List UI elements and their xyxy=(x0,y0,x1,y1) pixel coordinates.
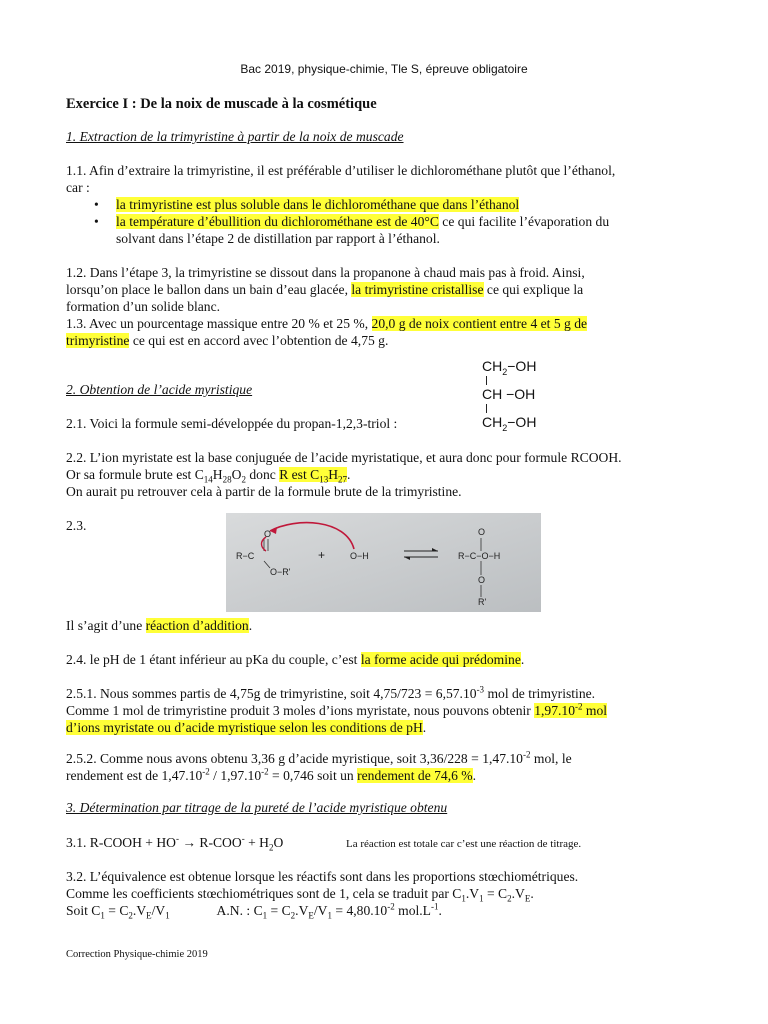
highlight: R est $C_{13}H_{27}$ xyxy=(279,467,348,485)
mech-text: R' xyxy=(478,597,487,607)
bullet-item-1 xyxy=(116,196,519,213)
page-footer: Correction Physique-chimie 2019 xyxy=(66,949,208,960)
bond-line xyxy=(486,404,487,413)
highlight: d’ions myristate ou d’acide myristique selon les conditions de pH xyxy=(66,720,423,735)
text-line: 2.2. L’ion myristate est la base conjuguée de l’acide myristatique, et aura donc pour formule RCOOH. xyxy=(66,450,622,465)
paragraph-2-4: 2.4. le pH de 1 étant inférieur au pKa du couple, c’est la forme acide qui prédomine. xyxy=(66,652,525,667)
highlight: la forme acide qui prédomine xyxy=(360,652,521,667)
mech-text: O xyxy=(264,529,272,539)
highlight: rendement de 74,6 % xyxy=(357,768,473,783)
mechanism-photo xyxy=(226,513,541,612)
bullet-item-2 xyxy=(116,213,609,247)
highlight: la température d’ébullition du dichlorométhane est de 40°C xyxy=(116,214,439,229)
paragraph-2-5-2: 2.5.2. Comme nous avons obtenu 3,36 g d’acide myristique, soit $3,36/228 = 1,47.10^{-2}$ mol, le rendement est de $1,47.10^{-2} / 1,97.10^{-2} = 0,746$ soit un rendement de 74,6 %. xyxy=(66,749,572,783)
formula-row-1: $CH_2-OH$ xyxy=(482,358,537,377)
highlight: 20,0 g de noix contient entre 4 et 5 g de xyxy=(371,316,588,331)
paragraph-1-3 xyxy=(66,315,587,349)
section-3-heading: 3. Détermination par titrage de la pureté de l’acide myristique obtenu xyxy=(66,800,448,815)
highlight: réaction d’addition xyxy=(145,618,249,633)
mech-text: O−H xyxy=(350,551,369,561)
text: lorsqu’on place le ballon dans un bain d’eau glacée, xyxy=(66,282,352,297)
mech-text: O−R' xyxy=(270,567,291,577)
formula-row-3: $CH_2-OH$ xyxy=(482,414,537,433)
mech-text: + xyxy=(318,548,326,562)
bullet-icon: • xyxy=(94,197,99,212)
highlight: $1,97.10^{-2}$ mol xyxy=(534,701,608,718)
page-header: Bac 2019, physique-chimie, Tle S, épreuve obligatoire xyxy=(240,62,528,76)
text: ce qui est en accord avec l’obtention de 4,75 g. xyxy=(129,333,389,348)
mech-text: R−C xyxy=(236,551,255,561)
text: ce qui explique la xyxy=(483,282,584,297)
mech-text: R−C−O−H xyxy=(458,551,501,561)
bond-line xyxy=(486,376,487,385)
bullet-icon: • xyxy=(94,214,99,229)
reaction-mechanism-drawing xyxy=(226,513,541,612)
section-1-heading: 1. Extraction de la trimyristine à partir de la noix de muscade xyxy=(66,129,404,144)
formula-row-2: CH −OH xyxy=(482,386,536,402)
paragraph-2-3-label: 2.3. xyxy=(66,518,87,533)
paragraph-2-2: 2.2. L’ion myristate est la base conjuguée de l’acide myristatique, et aura donc pour formule RCOOH. Or sa formule brute est $C_{14}H_{28}O_2$ donc R est $C_{13}H_{27}$. On aurait pu retrouver cela à partir de la formule brute de la trimyristine. xyxy=(66,450,622,499)
highlight: la trimyristine est plus soluble dans le dichlorométhane que dans l’éthanol xyxy=(116,197,520,212)
mech-text: O xyxy=(478,575,486,585)
highlight: la trimyristine cristallise xyxy=(351,282,484,297)
paragraph-1-2 xyxy=(66,264,585,315)
text-line: On aurait pu retrouver cela à partir de la formule brute de la trimyristine. xyxy=(66,484,462,499)
text-line: 1.2. Dans l’étape 3, la trimyristine se dissout dans la propanone à chaud mais pas à froid. Ainsi, xyxy=(66,265,585,280)
text-line: solvant dans l’étape 2 de distillation par rapport à l’éthanol. xyxy=(116,231,440,246)
paragraph-3-1: 3.1. R-COOH + $HO^- \to R-COO^- + H_2O$ xyxy=(66,833,284,853)
text-line: 1.1. Afin d’extraire la trimyristine, il est préférable d’utiliser le dichlorométhane plutôt que l’éthanol, xyxy=(66,163,616,178)
paragraph-2-5-1: 2.5.1. Nous sommes partis de 4,75g de trimyristine, soit $4,75/723 = 6,57.10^{-3}$ mol de trimyristine. Comme 1 mol de trimyristine produit 3 moles d’ions myristate, nous pouvons obtenir $1,97.10^{-2}$ mol d’ions myristate ou d’acide myristique selon les conditions de pH. xyxy=(66,684,608,735)
text: 1.3. Avec un pourcentage massique entre 20 % et 25 %, xyxy=(66,316,372,331)
text-line: formation d’un solide blanc. xyxy=(66,299,221,314)
section-2-heading: 2. Obtention de l’acide myristique xyxy=(66,382,253,397)
text: ce qui facilite l’évaporation du xyxy=(438,214,610,229)
paragraph-3-1-note: La réaction est totale car c’est une réaction de titrage. xyxy=(346,838,582,850)
exercise-title: Exercice I : De la noix de muscade à la cosmétique xyxy=(66,96,377,112)
paragraph-2-1: 2.1. Voici la formule semi-développée du propan-1,2,3-triol : xyxy=(66,416,398,431)
mech-text: O xyxy=(478,527,486,537)
text-line: car : xyxy=(66,180,90,195)
highlight: trimyristine xyxy=(66,333,130,348)
paragraph-3-2: 3.2. L’équivalence est obtenue lorsque les réactifs sont dans les proportions stœchiométriques. Comme les coefficients stœchiométriques sont de 1, cela se traduit par $C_1.V_1 = C_2.V_E$. Soit $C_1 = C_2.V_E/V_1$ A.N. : $C_1 = C_2.V_E/V_1 = 4,80.10^{-2}$ $mol.L^{-1}$. xyxy=(66,869,579,921)
paragraph-2-3: Il s’agit d’une réaction d’addition. xyxy=(66,618,253,633)
text-line: 3.2. L’équivalence est obtenue lorsque les réactifs sont dans les proportions stœchiométriques. xyxy=(66,869,579,884)
paragraph-1-1 xyxy=(66,162,615,196)
